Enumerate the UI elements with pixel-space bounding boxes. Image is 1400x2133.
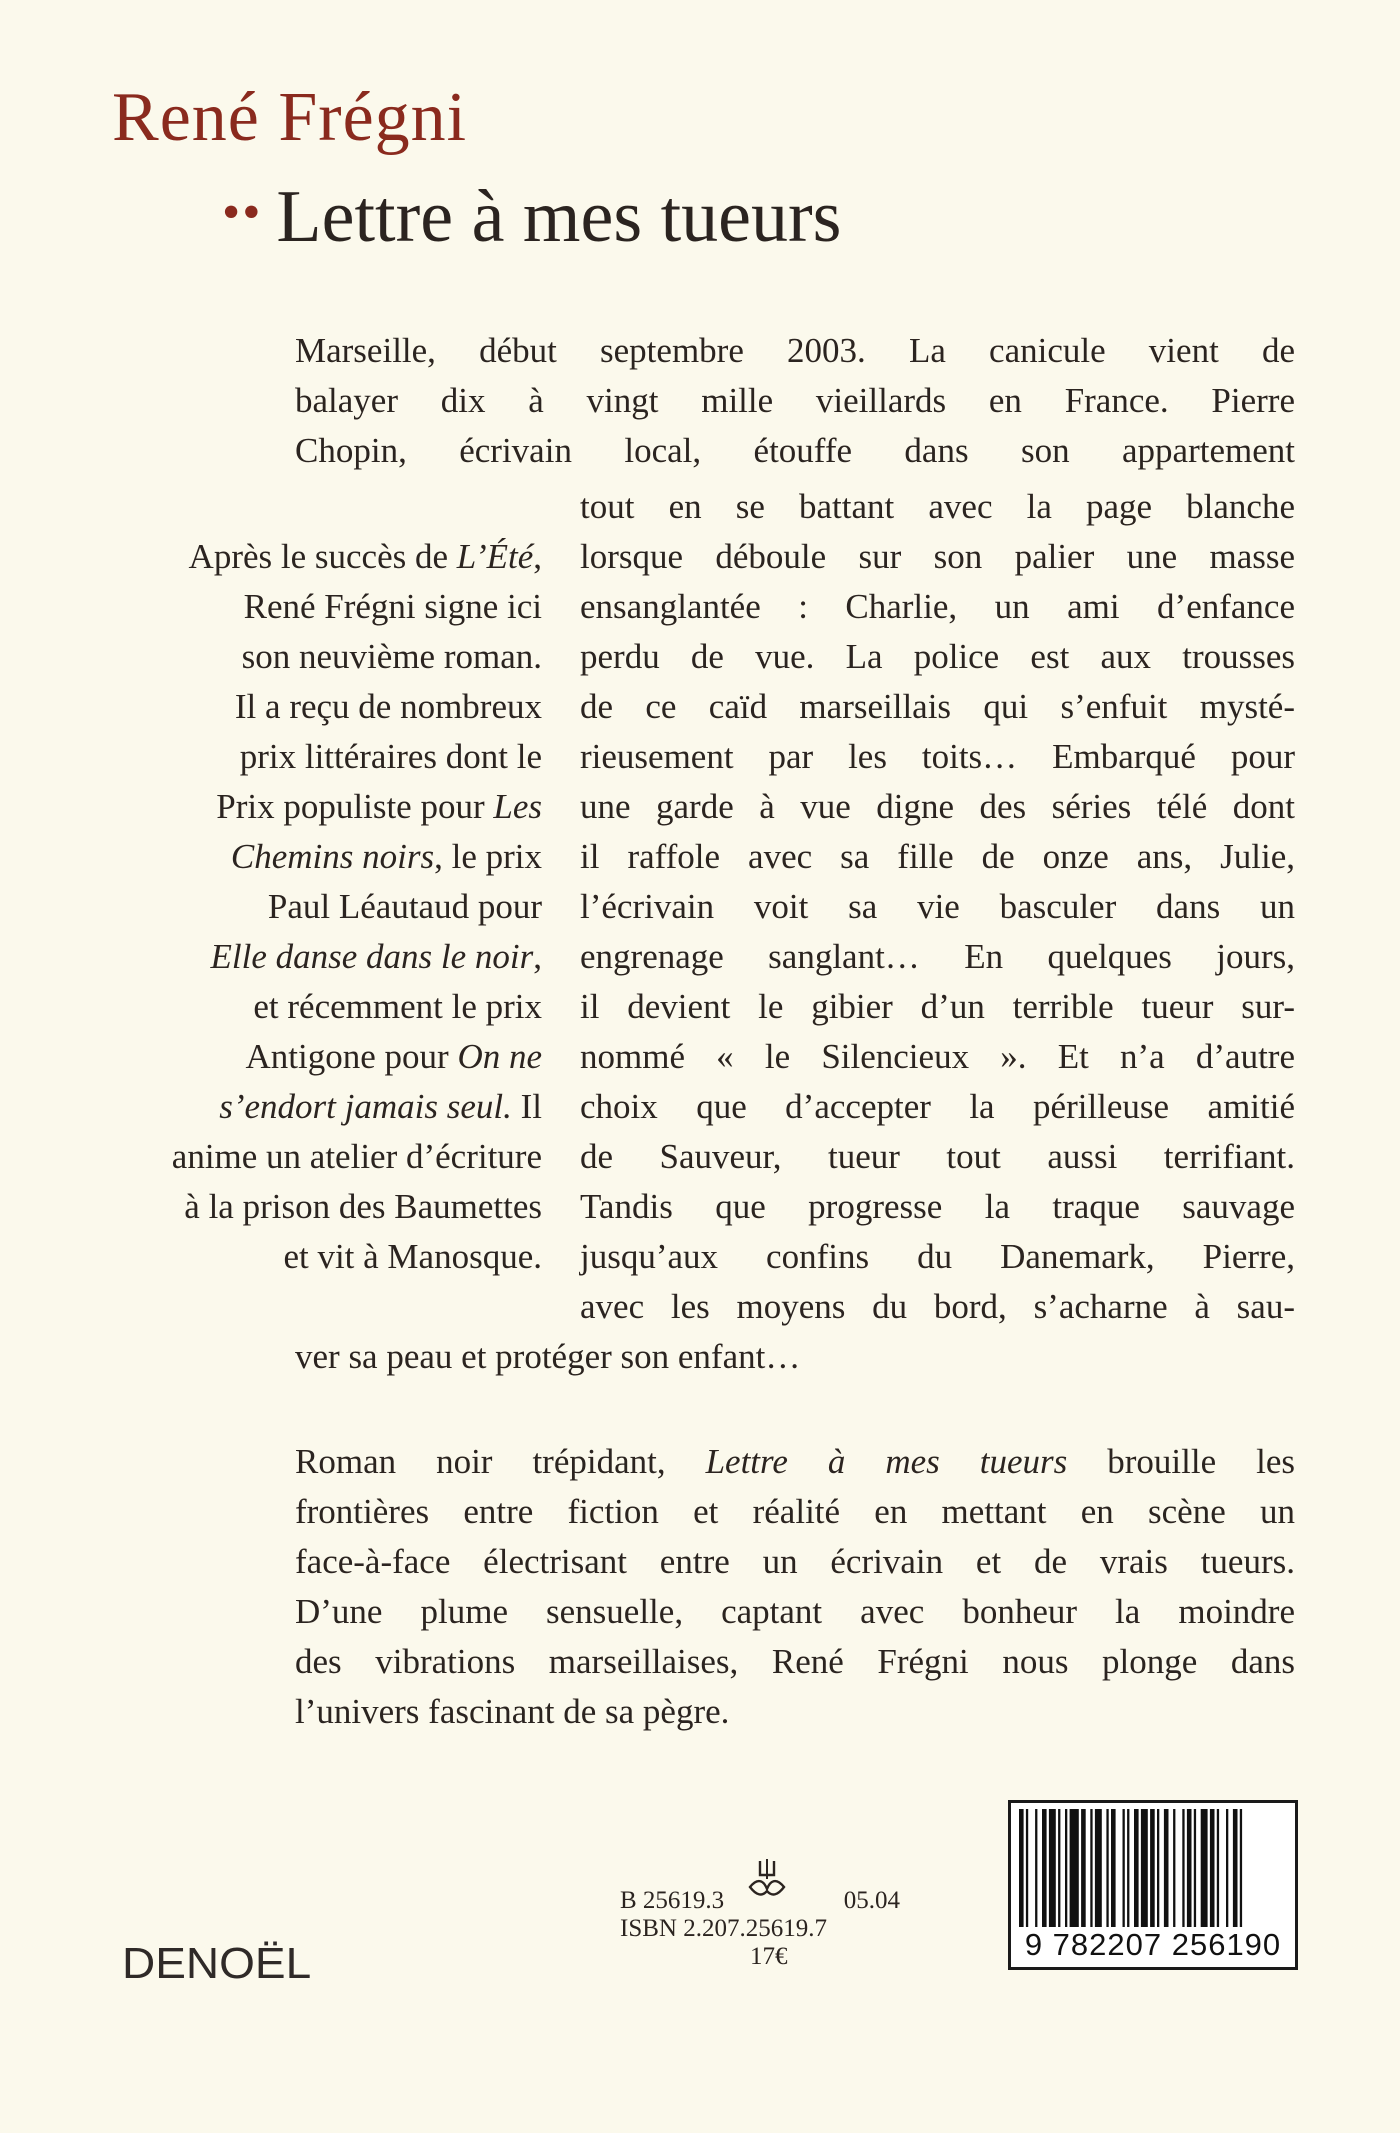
summary-line: l’écrivain voit sa vie basculer dans un [580,887,1295,926]
barcode-bar [1201,1809,1208,1927]
summary-intro [295,326,1295,476]
barcode-bars [1017,1809,1289,1927]
author-bio [70,532,542,1282]
review-line: frontières entre fiction et réalité en mettant en scène un [295,1492,1295,1531]
bio-line: Elle danse dans le noir, [210,937,542,976]
bio-line: s’endort jamais seul. Il [219,1087,542,1126]
barcode-bar [1095,1809,1102,1927]
summary-line: perdu de vue. La police est aux trousses [580,637,1295,676]
summary-line: Tandis que progresse la traque sauvage [580,1187,1295,1226]
publisher-seal-icon [742,1857,792,1911]
summary-line: de ce caïd marseillais qui s’enfuit mysté- [580,687,1295,726]
barcode-bar [1217,1809,1219,1927]
barcode-bar [1157,1809,1159,1927]
imprint-date: 05.04 [843,1887,900,1914]
bio-line: et vit à Manosque. [283,1237,542,1276]
summary-line: Marseille, début septembre 2003. La canicule vient de [295,331,1295,370]
review-paragraph [295,1437,1295,1737]
barcode-bar [1058,1809,1060,1927]
bio-line: Chemins noirs, le prix [230,837,542,876]
bio-line: Après le succès de L’Été, [188,537,542,576]
barcode-bar [1042,1809,1047,1927]
summary-line: ver sa peau et protéger son enfant… [295,1337,801,1376]
barcode-bar [1065,1809,1067,1927]
bio-line: et récemment le prix [253,987,542,1026]
bio-line: Prix populiste pour Les [216,787,542,826]
review-line: l’univers fascinant de sa pègre. [295,1692,730,1731]
barcode-digits: 9 782207 256190 [1024,1927,1282,1962]
author-name: René Frégni [112,79,468,156]
barcode-bar [1049,1809,1056,1927]
barcode-bar [1090,1809,1092,1927]
barcode [1008,1800,1298,1970]
summary-line: il raffole avec sa fille de onze ans, Julie, [580,837,1295,876]
title-text: Lettre à mes tueurs [276,176,842,258]
isbn: ISBN 2.207.25619.7 [620,1915,827,1942]
publisher-logo: DENOËL [122,1938,312,1988]
barcode-bar [1233,1809,1238,1927]
bio-line: René Frégni signe ici [243,587,542,626]
summary-line: nommé « le Silencieux ». Et n’a d’autre [580,1037,1295,1076]
bio-line: Antigone pour On ne [245,1037,542,1076]
barcode-bar [1187,1809,1192,1927]
summary-line: avec les moyens du bord, s’acharne à sau- [580,1287,1295,1326]
bio-line: Paul Léautaud pour [267,887,542,926]
review-line: Roman noir trépidant, Lettre à mes tueurs brouille les [295,1442,1295,1481]
barcode-bar [1111,1809,1116,1927]
book-title [222,175,841,260]
imprint-code: B 25619.3 [620,1887,725,1914]
summary-line: il devient le gibier d’un terrible tueur sur- [580,987,1295,1026]
bio-line: à la prison des Baumettes [184,1187,542,1226]
summary-line: choix que d’accepter la périlleuse amitié [580,1087,1295,1126]
barcode-bar [1123,1809,1125,1927]
bio-line: son neuvième roman. [241,637,542,676]
barcode-bar [1106,1809,1108,1927]
review-line: face-à-face électrisant entre un écrivain et de vrais tueurs. [295,1542,1295,1581]
barcode-bar [1141,1809,1148,1927]
barcode-bar [1226,1809,1228,1927]
barcode-bar [1127,1809,1129,1927]
bio-line: prix littéraires dont le [239,737,542,776]
summary-line: une garde à vue digne des séries télé dont [580,787,1295,826]
barcode-bar [1134,1809,1139,1927]
barcode-bar [1035,1809,1037,1927]
barcode-bar [1210,1809,1215,1927]
summary-line: lorsque déboule sur son palier une masse [580,537,1295,576]
summary-line: rieusement par les toits… Embarqué pour [580,737,1295,776]
bio-line: Il a reçu de nombreux [234,687,542,726]
barcode-bar [1081,1809,1086,1927]
summary-line: tout en se battant avec la page blanche [580,487,1295,526]
summary-column [580,482,1295,1332]
barcode-bar [1194,1809,1196,1927]
summary-line: balayer dix à vingt mille vieillards en France. Pierre [295,381,1295,420]
summary-line: de Sauveur, tueur tout aussi terrifiant. [580,1137,1295,1176]
barcode-bar [1240,1809,1242,1927]
summary-line: engrenage sanglant… En quelques jours, [580,937,1295,976]
summary-line: jusqu’aux confins du Danemark, Pierre, [580,1237,1295,1276]
review-line: des vibrations marseillaises, René Frégni nous plonge dans [295,1642,1295,1681]
barcode-bar [1150,1809,1155,1927]
summary-line: ensanglantée : Charlie, un ami d’enfance [580,587,1295,626]
barcode-bar [1173,1809,1175,1927]
title-bullets: •• [222,184,263,241]
review-line: D’une plume sensuelle, captant avec bonheur la moindre [295,1592,1295,1631]
summary-end [295,1332,1295,1382]
barcode-bar [1182,1809,1184,1927]
price: 17€ [750,1943,788,1970]
bio-line: anime un atelier d’écriture [171,1137,542,1176]
imprint-block [620,1887,900,1971]
summary-line: Chopin, écrivain local, étouffe dans son appartement [295,431,1295,470]
barcode-bar [1019,1809,1024,1927]
barcode-bar [1026,1809,1028,1927]
barcode-bar [1070,1809,1079,1927]
barcode-bar [1164,1809,1169,1927]
